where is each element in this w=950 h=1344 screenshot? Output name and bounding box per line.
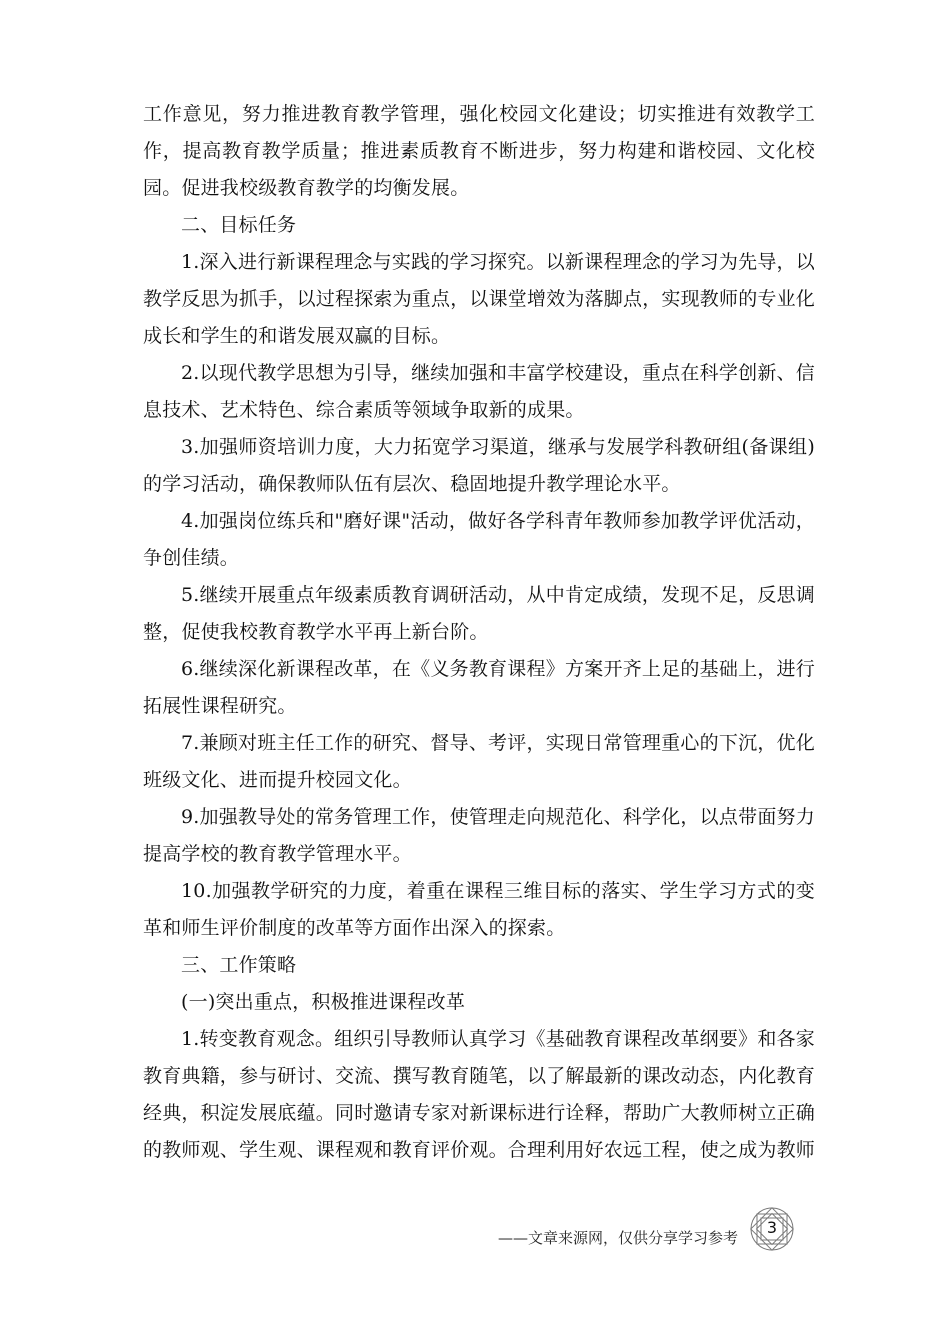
- goal-item-1: 1.深入进行新课程理念与实践的学习探究。以新课程理念的学习为先导，以教学反思为抓手，以过程探索为重点，以课堂增效为落脚点，实现教师的专业化成长和学生的和谐发展双赢的目标。: [143, 251, 816, 347]
- footer-source-note: ——文章来源网，仅供分享学习参考: [498, 1229, 739, 1247]
- goal-item-4: 4.加强岗位练兵和"磨好课"活动，做好各学科青年教师参加教学评优活动，争创佳绩。: [143, 510, 815, 569]
- section-heading-goals: 二、目标任务: [181, 214, 297, 236]
- strategy-item-1: 1.转变教育观念。组织引导教师认真学习《基础教育课程改革纲要》和各家教育典籍，参与研讨、交流、撰写教育随笔，以了解最新的课改动态，内化教育经典，积淀发展底蕴。同时邀请专家对新课标进行诠释，帮助广大教师树立正确的教师观、学生观、课程观和教育评价观。合理利用好农远工程，使之成为教师: [143, 1028, 816, 1161]
- page-number: 3: [766, 1218, 778, 1237]
- paragraph-intro-continuation: 工作意见，努力推进教育教学管理，强化校园文化建设；切实推进有效教学工作，提高教育教学质量；推进素质教育不断进步，努力构建和谐校园、文化校园。促进我校级教育教学的均衡发展。: [143, 103, 815, 199]
- goal-item-6: 6.继续深化新课程改革，在《义务教育课程》方案开齐上足的基础上，进行拓展性课程研究。: [143, 658, 815, 717]
- goal-item-7: 7.兼顾对班主任工作的研究、督导、考评，实现日常管理重心的下沉，优化班级文化、进而提升校园文化。: [143, 732, 815, 791]
- section-heading-strategy: 三、工作策略: [181, 954, 297, 976]
- goal-item-5: 5.继续开展重点年级素质教育调研活动，从中肯定成绩，发现不足，反思调整，促使我校教育教学水平再上新台阶。: [143, 584, 815, 643]
- goal-item-2: 2.以现代教学思想为引导，继续加强和丰富学校建设，重点在科学创新、信息技术、艺术特色、综合素质等领域争取新的成果。: [143, 362, 815, 421]
- goal-item-10: 10.加强教学研究的力度，着重在课程三维目标的落实、学生学习方式的变革和师生评价制度的改革等方面作出深入的探索。: [143, 880, 815, 939]
- goal-item-9: 9.加强教导处的常务管理工作，使管理走向规范化、科学化，以点带面努力提高学校的教育教学管理水平。: [143, 806, 815, 865]
- subsection-heading-1: (一)突出重点，积极推进课程改革: [181, 991, 466, 1013]
- document-body: [143, 96, 815, 1169]
- page-number-badge: [748, 1205, 796, 1253]
- goal-item-3: 3.加强师资培训力度，大力拓宽学习渠道，继承与发展学科教研组(备课组)的学习活动，确保教师队伍有层次、稳固地提升教学理论水平。: [143, 436, 815, 495]
